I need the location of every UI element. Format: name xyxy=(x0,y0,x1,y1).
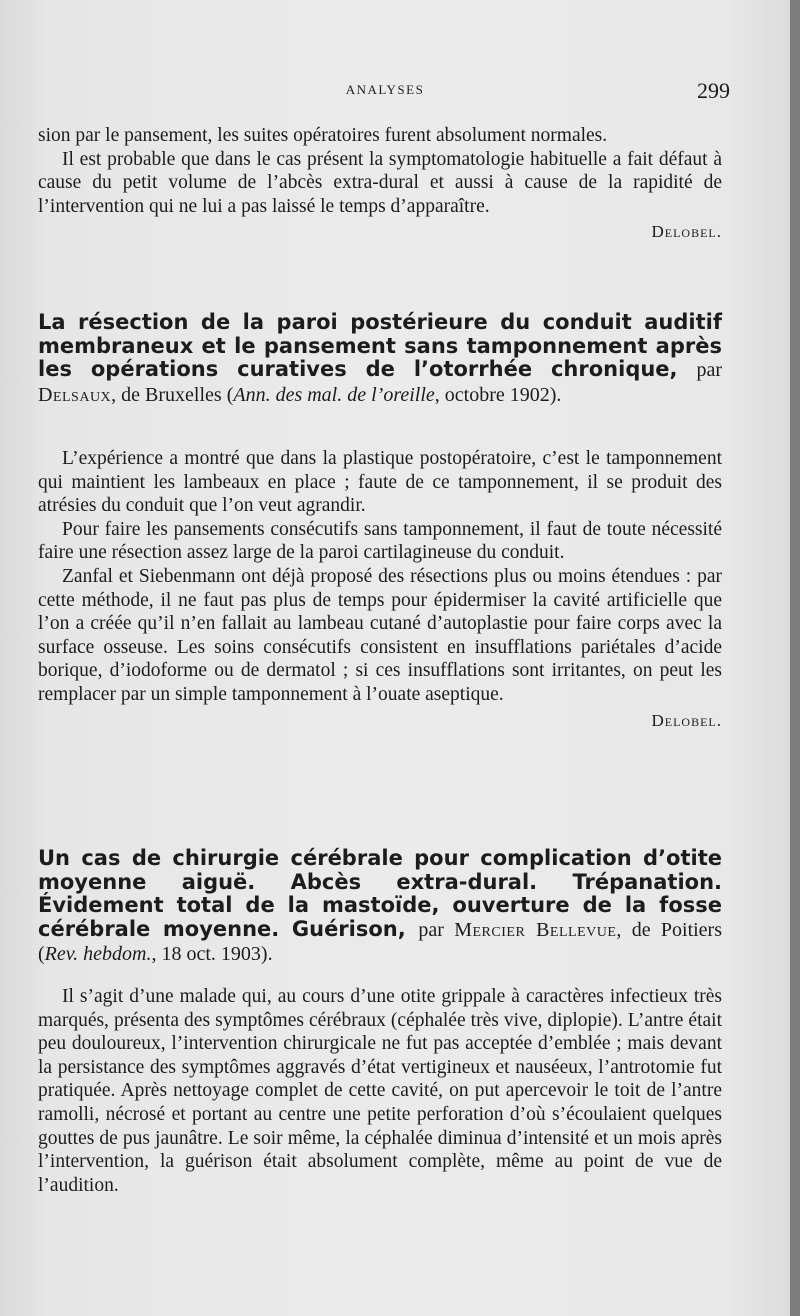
journal: Ann. des mal. de l’oreille xyxy=(233,383,435,406)
signature: Delobel. xyxy=(651,710,722,730)
journal: Rev. hebdom. xyxy=(44,943,152,965)
paragraph: Il s’agit d’une malade qui, au cours d’une otite grippale à caractères infectieux très marqués, présenta des symptômes cérébraux (céphalée très vive, diplopie). L’antre était peu douloureux, l’intervention chirurgicale ne fut pas acceptée d’emblée ; mais devant la persistance des symptômes aggravés d’état vertigineux et nauséeux, l’antrotomie fut pratiquée. Après nettoyage complet de cette cavité, on put apercevoir le toit de l’antre ramolli, nécrosé et portant au centre une petite perforation d’où s’écoulaient quelques gouttes de pus jaunâtre. Le soir même, la céphalée diminua d’intensité et un mois après l’intervention, la guérison était absolument complète, même au point de vue de l’audition. xyxy=(38,986,722,1196)
author: Delsaux xyxy=(38,383,112,406)
paragraph: Pour faire les pansements consécutifs sans tamponnement, il faut de toute nécessité faire une résection assez large de la paroi cartilagineuse du conduit. xyxy=(38,518,722,564)
author-location: , de Bruxelles ( xyxy=(111,383,234,406)
signature: Delobel. xyxy=(651,222,722,242)
paragraph: Zanfal et Siebenmann ont déjà proposé des résections plus ou moins étendues : par cette méthode, il ne faut pas plus de temps pour épidermiser la cavité artificielle que l’on a créée qu’il n’en fallait au lambeau cutané d’autoplastie pour faire corps avec la surface osseuse. Les soins consécutifs consistent en insufflations pariétales d’acide borique, d’iodoforme ou de dermatol ; si ces insufflations sont irritantes, on peut les remplacer par un simple tamponnement à l’ouate aseptique. xyxy=(38,565,722,705)
article-title-block xyxy=(38,847,722,967)
article-body xyxy=(38,985,722,1197)
byline-par: par xyxy=(418,918,444,941)
author: Mercier Bellevue xyxy=(454,918,617,941)
previous-article-end xyxy=(38,124,722,244)
article-title: Un cas de chirurgie cérébrale pour complication d’otite moyenne aiguë. Abcès extra-dural. Trépanation. Évidement total de la mastoïde, ouverture de la fosse cérébrale moyenne. Guérison, xyxy=(38,846,722,941)
page-header xyxy=(40,78,730,108)
article-title: La résection de la paroi postérieure du conduit auditif membraneux et le pansement sans tamponnement après les opérations curatives de l’otorrhée chronique, xyxy=(38,310,722,381)
publication-date: , octobre 1902). xyxy=(434,383,562,406)
running-head: ANALYSES xyxy=(345,82,425,97)
article-body xyxy=(38,447,722,732)
paragraph: L’expérience a montré que dans la plastique postopératoire, c’est le tamponnement qui maintient les lambeaux en place ; faute de ce tamponnement, il se produit des atrésies du conduit que l’on veut agrandir. xyxy=(38,448,722,517)
page-number: 299 xyxy=(697,78,730,103)
publication-date: , 18 oct. 1903). xyxy=(151,943,273,965)
author-location: , de Poitiers ( xyxy=(38,918,723,965)
article-title-block xyxy=(38,311,722,407)
paragraph: sion par le pansement, les suites opératoires furent absolument normales. xyxy=(38,125,608,146)
byline-par: par xyxy=(696,359,723,381)
paragraph: Il est probable que dans le cas présent la symptomatologie habituelle a fait défaut à cause du petit volume de l’abcès extra-dural et aussi à cause de la rapidité de l’intervention qui ne lui a pas laissé le temps d’apparaître. xyxy=(38,148,722,217)
